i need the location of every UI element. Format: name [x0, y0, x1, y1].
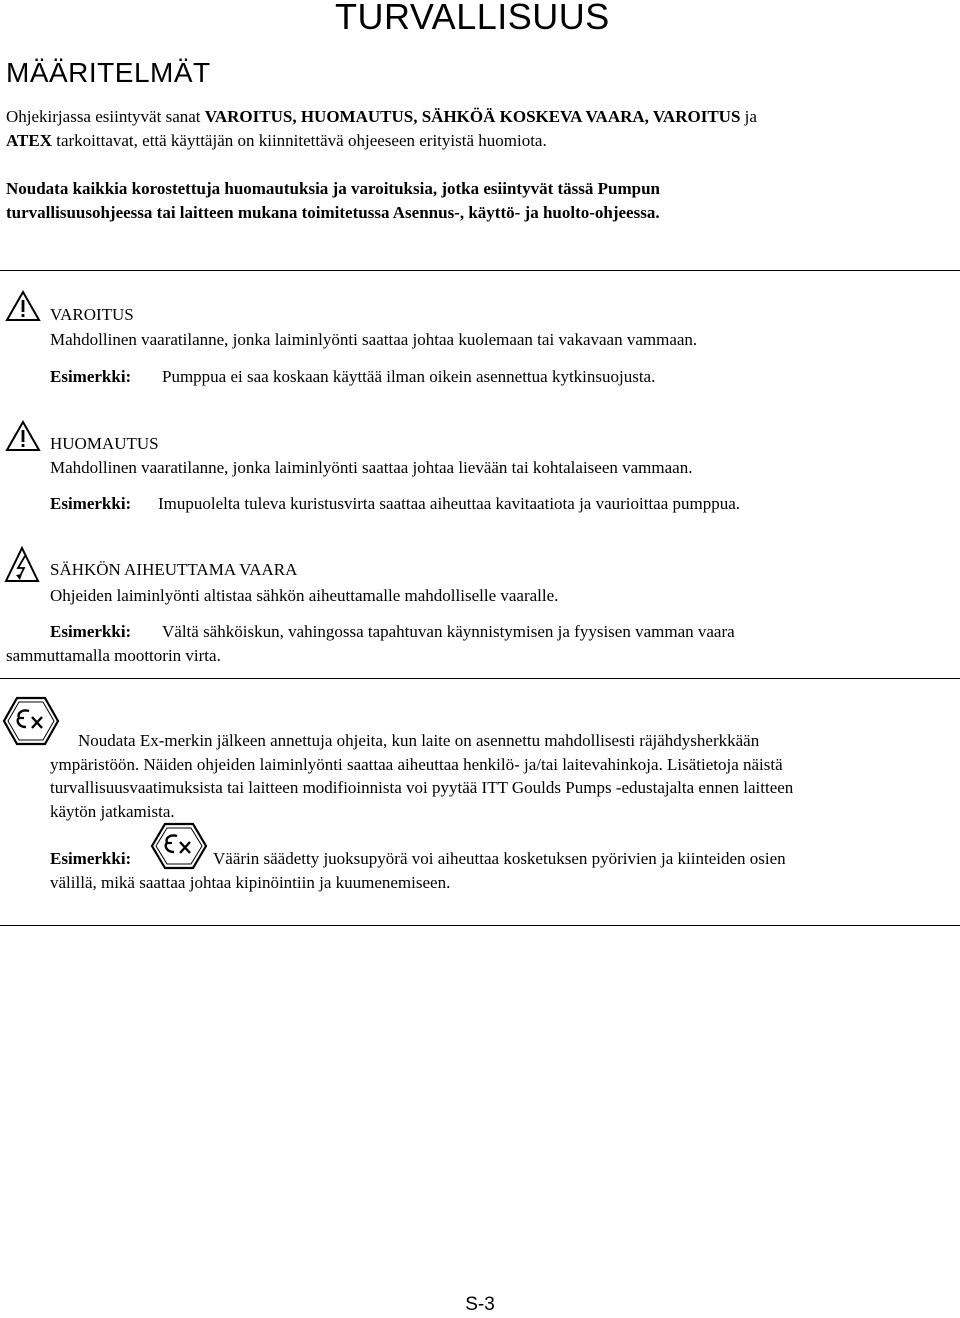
ex-hexagon-icon	[150, 822, 208, 870]
caution-example-text: Imupuolelta tuleva kuristusvirta saattaa aiheuttaa kavitaatiota ja vaurioittaa pumppua.	[158, 494, 741, 513]
divider	[0, 270, 960, 271]
atex-line4: käytön jatkamista.	[50, 801, 175, 821]
caution-example-label: Esimerkki:	[50, 494, 132, 513]
divider	[0, 678, 960, 679]
atex-example-label: Esimerkki:	[50, 849, 132, 868]
section-heading: MÄÄRITELMÄT	[6, 57, 211, 88]
electrical-example-label: Esimerkki:	[50, 622, 132, 641]
intro-notice-line1: Noudata kaikkia korostettuja huomautuksia ja varoituksia, jotka esiintyvät tässä Pumpun	[6, 179, 660, 198]
atex-paragraph	[50, 729, 950, 823]
warning-example-text: Pumppua ei saa koskaan käyttää ilman oikein asennettua kytkinsuojusta.	[162, 367, 656, 386]
intro-rest: tarkoittavat, että käyttäjän on kiinnitettävä ohjeeseen erityistä huomiota.	[51, 131, 547, 150]
warning-text: Mahdollinen vaaratilanne, jonka laiminlyönti saattaa johtaa kuolemaan tai vakavaan vammaan.	[50, 330, 698, 349]
page-number: S-3	[465, 1294, 495, 1315]
atex-line1: Noudata Ex-merkin jälkeen annettuja ohjeita, kun laite on asennettu mahdollisesti räjähdysherkkään	[78, 731, 760, 750]
atex-example-text-cont: välillä, mikä saattaa johtaa kipinöintiin ja kuumenemiseen.	[50, 873, 451, 892]
intro-paragraph	[6, 105, 951, 153]
intro-prefix: Ohjekirjassa esiintyvät sanat	[6, 107, 205, 126]
divider	[0, 925, 960, 926]
electrical-hazard-icon	[4, 546, 40, 584]
electrical-example-text-cont: sammuttamalla moottorin virta.	[6, 646, 221, 665]
intro-terms: VAROITUS, HUOMAUTUS, SÄHKÖÄ KOSKEVA VAARA, VAROITUS	[204, 107, 741, 126]
page-title: TURVALLISUUS	[335, 0, 610, 37]
electrical-example-text: Vältä sähköiskun, vahingossa tapahtuvan käynnistymisen ja fyysisen vamman vaara	[162, 622, 735, 641]
caution-triangle-icon	[5, 420, 41, 452]
intro-term-atex: ATEX	[6, 131, 52, 150]
electrical-label: SÄHKÖN AIHEUTTAMA VAARA	[50, 560, 298, 579]
intro-notice-line2: turvallisuusohjeessa tai laitteen mukana toimitetussa Asennus-, käyttö- ja huolto-ohjeessa.	[6, 203, 660, 222]
caution-text: Mahdollinen vaaratilanne, jonka laiminlyönti saattaa johtaa lievään tai kohtalaiseen vammaan.	[50, 458, 693, 477]
atex-line3: turvallisuusvaatimuksista tai laitteen modifioinnista voi pyytää ITT Goulds Pumps -edustajalta ennen laitteen	[50, 778, 794, 797]
atex-line2: ympäristöön. Näiden ohjeiden laiminlyönti saattaa aiheuttaa henkilö- ja/tai laitevahinkoja. Lisätietoja näistä	[50, 754, 783, 774]
intro-notice-paragraph	[6, 177, 951, 225]
caution-label: HUOMAUTUS	[50, 434, 159, 453]
warning-label: VAROITUS	[50, 305, 134, 324]
intro-ja: ja	[740, 107, 757, 126]
electrical-text: Ohjeiden laiminlyönti altistaa sähkön aiheuttamalle mahdolliselle vaaralle.	[50, 586, 559, 605]
atex-example-text: Väärin säädetty juoksupyörä voi aiheuttaa kosketuksen pyörivien ja kiinteiden osien	[213, 849, 786, 868]
warning-example-label: Esimerkki:	[50, 367, 132, 386]
warning-triangle-icon	[5, 290, 41, 322]
